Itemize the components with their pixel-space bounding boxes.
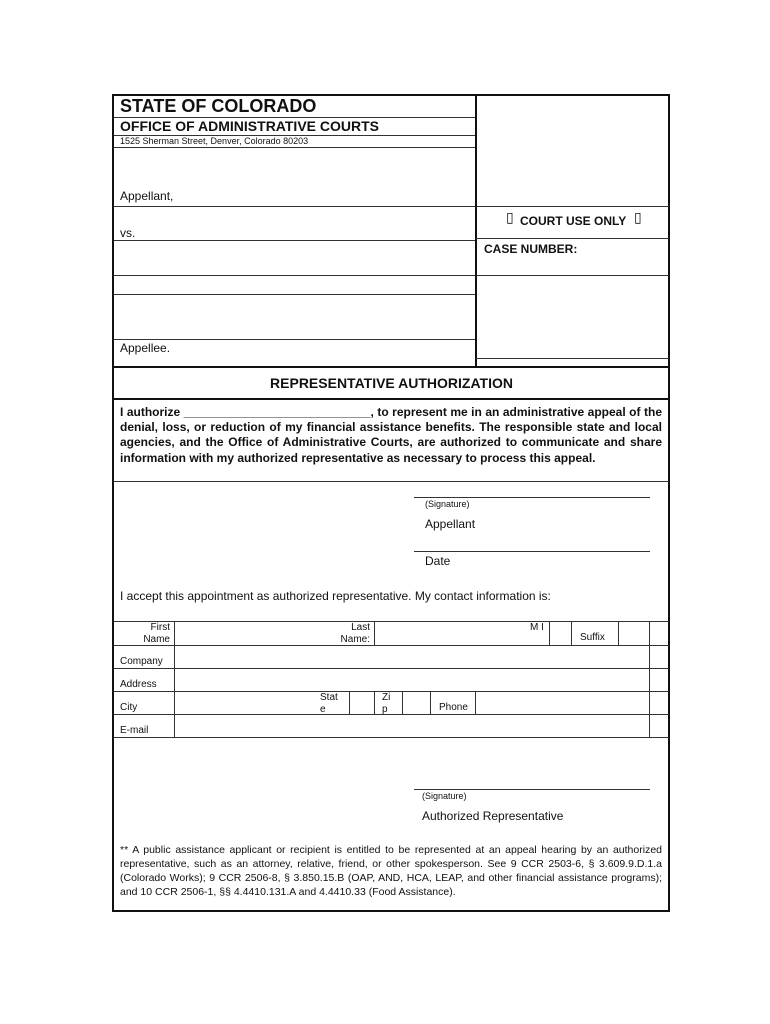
representative-role-label: Authorized Representative [422,809,564,823]
rule [114,481,669,482]
appellee-name-field[interactable] [114,241,475,339]
mi-label: M I [530,622,544,633]
representative-signature-line[interactable] [414,789,650,790]
rule [476,358,669,359]
court-use-label: COURT USE ONLY [520,214,627,228]
appellant-role-label: Appellant [425,517,476,531]
rule [114,275,475,276]
court-address: 1525 Sherman Street, Denver, Colorado 80203 [120,136,309,146]
state-field[interactable] [350,692,373,714]
suffix-label: Suffix [580,632,605,643]
case-number-field[interactable] [476,258,669,275]
company-label: Company [120,656,163,667]
representative-signature-label: (Signature) [422,791,467,801]
caption-divider [475,94,477,366]
rule [476,206,669,207]
form-title: REPRESENTATIVE AUTHORIZATION [270,375,513,391]
company-field[interactable] [175,646,648,668]
footnote: ** A public assistance applicant or recipient is entitled to be represented at an appeal hearing by an authorized representative, such as an attorney, relative, friend, or other spokesperson. See 9 CCR 2503-6, § 3.609.9.D.1.a (Colorado Works); 9 CCR 2506-8, § 3.850.15.B (OAP, AND, HCA, LEAP, and other financial assistance programs); and 10 CCR 2506-1, §§ 4.4410.131.A and 4.4410.33 (Food Assistance). [120,844,662,898]
appellant-name-field[interactable] [114,148,475,186]
accept-statement: I accept this appointment as authorized representative. My contact information is: [120,589,551,603]
email-field[interactable] [175,715,648,737]
appellant-signature-label: (Signature) [425,499,470,509]
rule [114,339,475,340]
grid-line [374,691,375,714]
city-label: City [120,702,138,713]
vs-label: vs. [120,226,136,240]
court-use-icon-left: ▯ [506,209,514,225]
address-label: Address [120,679,157,690]
rule [476,238,669,239]
appellant-signature-line[interactable] [414,497,650,498]
grid-line [430,691,431,714]
zip-field[interactable] [403,692,429,714]
case-number-label: CASE NUMBER: [484,242,578,256]
rule [476,275,669,276]
rule [114,398,669,400]
date-label: Date [425,554,451,568]
grid-line [571,621,572,645]
city-field[interactable] [175,692,315,714]
appellee-label: Appellee. [120,341,171,355]
state-label: State [320,692,338,715]
suffix-field[interactable] [619,622,648,644]
appellant-label: Appellant, [120,189,174,203]
rule [114,206,475,207]
phone-label: Phone [439,702,468,713]
grid-line [649,621,650,737]
email-label: E-mail [120,725,149,736]
grid-line [114,737,669,738]
mi-field[interactable] [550,622,570,644]
rule [114,294,475,295]
court-use-icon-right: ▯ [634,209,642,225]
last-name-field[interactable] [375,622,525,644]
state-heading: STATE OF COLORADO [120,96,317,116]
first-name-field[interactable] [175,622,320,644]
address-field[interactable] [175,669,648,691]
rule [114,366,669,368]
zip-label: Zip [382,692,391,715]
office-heading: OFFICE OF ADMINISTRATIVE COURTS [120,118,379,134]
authorization-paragraph: I authorize ____________________________, to represent me in an administrative appeal of the denial, loss, or reduction of my financial assistance benefits. The responsible state and local agencies, and the Office of Administrative Courts, are authorized to communicate and share information with my authorized representative as necessary to process this appeal. [120,405,662,465]
first-name-label: First Name [143,622,170,645]
date-line[interactable] [414,551,650,552]
phone-field[interactable] [476,692,648,714]
last-name-label: Last Name: [340,622,370,645]
